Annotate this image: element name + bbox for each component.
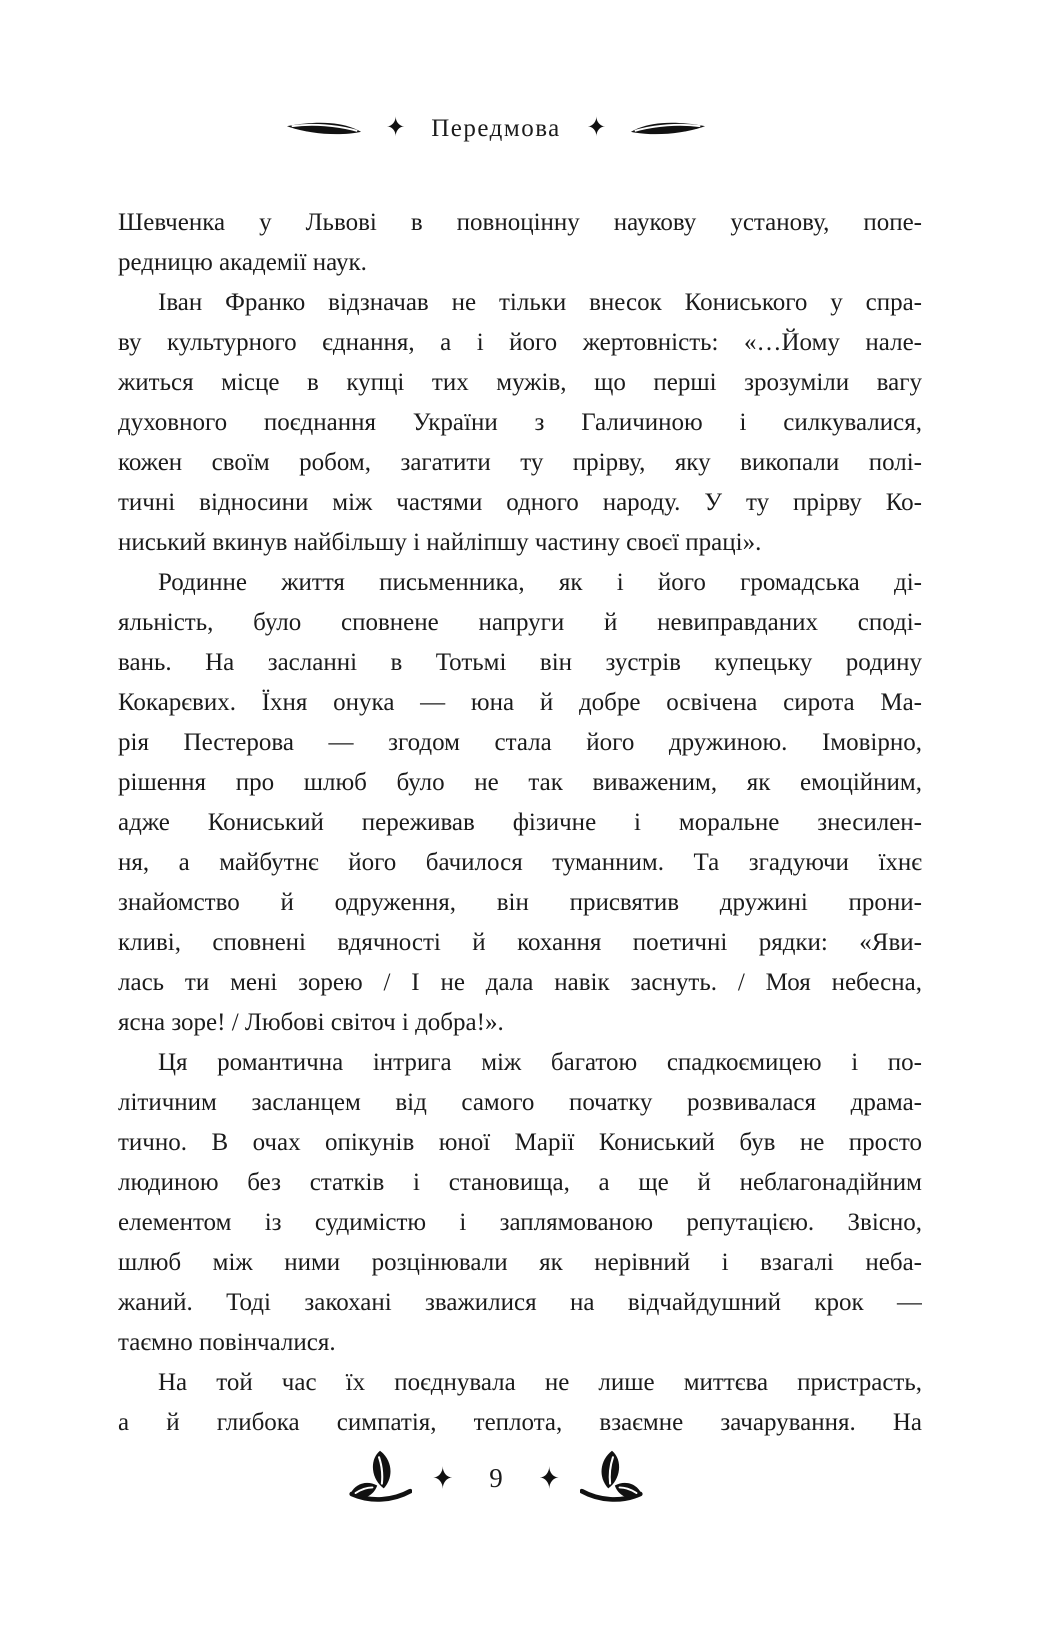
sparkle-icon: ✦ [586,112,607,143]
text-line: тичні відносини між частями одного народу. У ту прірву Ко- [118,489,922,516]
text-line: житься місце в купці тих мужів, що перші зрозуміли вагу [118,369,922,396]
text-line: Іван Франко відзначав не тільки внесок Кониського у спра- [158,289,922,316]
text-line: Шевченка у Львові в повноцінну наукову установу, попе- [118,209,922,236]
text-line: Ця романтична інтрига між багатою спадкоємицею і по- [158,1049,922,1076]
leaf-flourish-right-icon [630,119,706,139]
text-line: Родинне життя письменника, як і його громадська ді- [158,569,922,596]
text-line: тично. В очах опікунів юної Марії Кониський був не просто [118,1129,922,1156]
text-line: знайомство й одруження, він присвятив дружині прони- [118,889,922,916]
text-line: кожен своїм робом, загатити ту прірву, яку викопали полі- [118,449,922,476]
page-number: 9 [489,1462,503,1493]
text-line: елементом із судимістю і заплямованою репутацією. Звісно, [118,1209,922,1236]
chapter-title: Передмова [431,115,561,142]
leaf-sprig-left-icon [348,1448,412,1508]
text-line: шлюб між ними розцінювали як нерівний і взагалі неба- [118,1249,922,1276]
text-line: редницю академії наук. [118,249,367,276]
text-line: а й глибока симпатія, теплота, взаємне зачарування. На [118,1409,922,1436]
text-line: ву культурного єднання, а і його жертовність: «…Йому нале- [118,329,922,356]
page-footer [0,1448,992,1508]
text-line: вань. На засланні в Тотьмі він зустрів купецьку родину [118,649,922,676]
text-line: таємно повінчалися. [118,1329,336,1356]
sparkle-icon: ✦ [385,112,406,143]
text-line: кливі, сповнені вдячності й кохання поетичні рядки: «Яви- [118,929,922,956]
text-line: рішення про шлюб було не так виваженим, як емоційним, [118,769,922,796]
text-line: жаний. Тоді закохані зважилися на відчайдушний крок — [118,1289,922,1316]
text-line: яльність, було сповнене напруги й невиправданих споді- [118,609,922,636]
running-head [0,112,992,143]
text-line: На той час їх поєднувала не лише миттєва пристрасть, [158,1369,922,1396]
text-line: духовного поєднання України з Галичиною і силкувалися, [118,409,922,436]
page-text [118,203,922,1443]
text-line: лась ти мені зорею / І не дала навік заснуть. / Моя небесна, [118,969,922,996]
text-line: рія Пестерова — згодом стала його дружиною. Імовірно, [118,729,922,756]
text-line: ниський вкинув найбільшу і найліпшу частину своєї праці». [118,529,762,556]
sparkle-icon: ✦ [538,1460,560,1496]
sparkle-icon: ✦ [432,1460,454,1496]
text-line: ня, а майбутнє його бачилося туманним. Та згадуючи їхнє [118,849,922,876]
text-line: адже Кониський переживав фізичне і моральне знесилен- [118,809,922,836]
text-line: літичним засланцем від самого початку розвивалася драма- [118,1089,922,1116]
text-line: ясна зоре! / Любові світоч і добра!». [118,1009,504,1036]
text-line: Кокарєвих. Їхня онука — юна й добре освічена сирота Ма- [118,689,922,716]
leaf-flourish-left-icon [286,119,362,139]
text-line: людиною без статків і становища, а ще й неблагонадійним [118,1169,922,1196]
leaf-sprig-right-icon [580,1448,644,1508]
